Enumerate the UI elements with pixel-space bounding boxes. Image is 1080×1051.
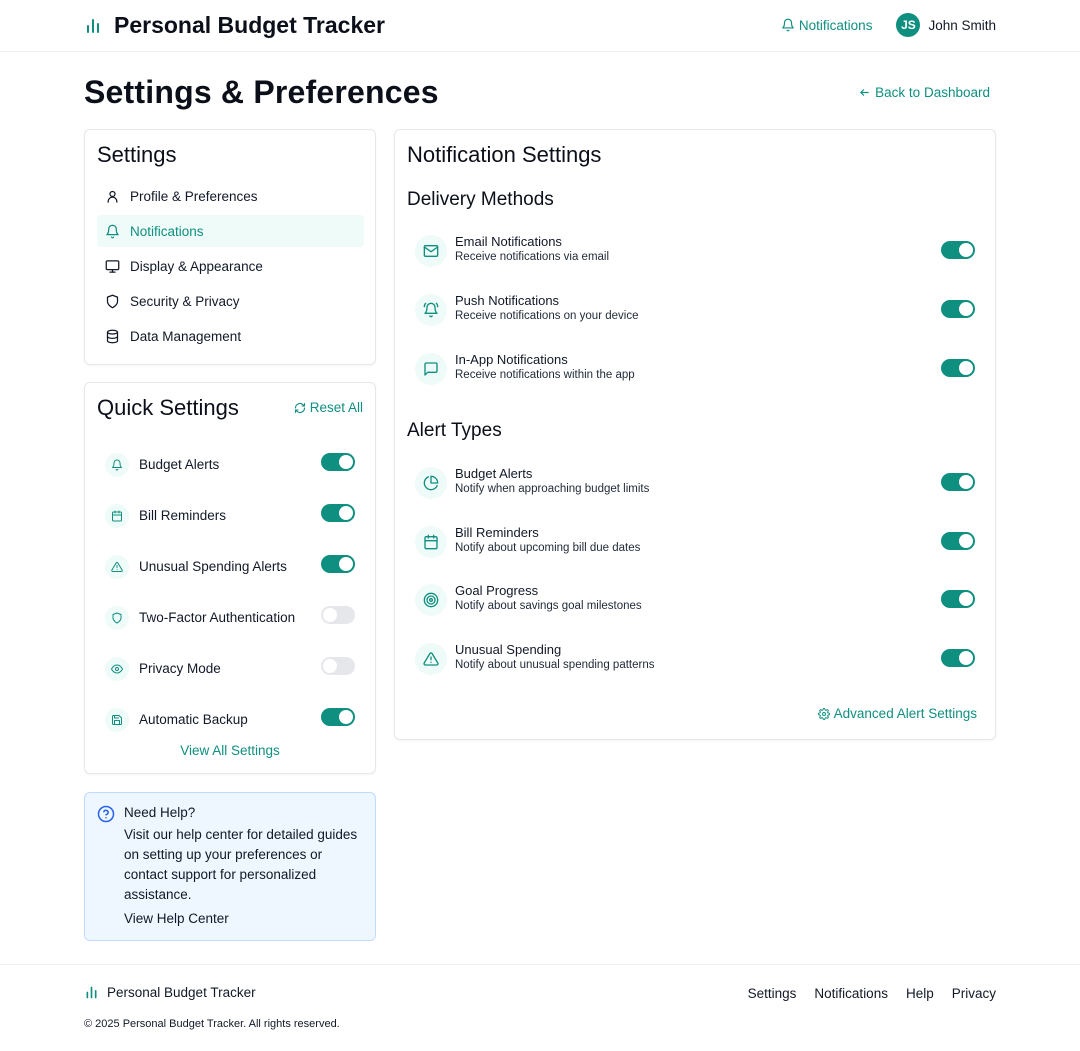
setting-title: Unusual Spending <box>455 642 562 657</box>
footer-link-privacy[interactable]: Privacy <box>951 986 996 1001</box>
user-icon <box>105 189 120 204</box>
bell-ring-icon <box>423 302 439 318</box>
pie-chart-icon <box>423 475 439 491</box>
calendar-icon <box>423 534 439 550</box>
alert-types-heading: Alert Types <box>407 420 502 441</box>
setting-description: Notify about upcoming bill due dates <box>455 542 641 554</box>
quick-setting-row <box>105 439 355 490</box>
automatic-backup-toggle[interactable] <box>321 708 355 726</box>
quick-setting-label: Bill Reminders <box>139 508 227 523</box>
email-notifications-toggle[interactable] <box>941 241 975 259</box>
target-icon <box>423 592 439 608</box>
quick-setting-row <box>105 541 355 592</box>
setting-title: Push Notifications <box>455 293 560 308</box>
bell-icon <box>111 459 123 471</box>
unusual-spending-type-toggle[interactable] <box>941 649 975 667</box>
help-body: Visit our help center for detailed guides on setting up your preferences or contact support for personalized assistance. <box>124 827 358 902</box>
setting-description: Notify about savings goal milestones <box>455 600 642 612</box>
reset-all-label: Reset All <box>309 400 363 415</box>
help-title: Need Help? <box>124 805 196 820</box>
two-factor-toggle[interactable] <box>321 606 355 624</box>
quick-setting-label: Two-Factor Authentication <box>139 610 296 625</box>
calendar-icon <box>111 510 123 522</box>
nav-item-label: Security & Privacy <box>130 293 240 309</box>
reset-all-button[interactable] <box>294 400 363 415</box>
advanced-alert-settings-link[interactable] <box>818 706 977 721</box>
budget-alerts-type-toggle[interactable] <box>941 473 975 491</box>
footer-link-help[interactable]: Help <box>905 986 934 1001</box>
monitor-icon <box>105 259 120 274</box>
notification-settings-card <box>394 129 996 740</box>
bar-chart-icon <box>84 985 99 1000</box>
nav-item-data[interactable] <box>97 320 364 352</box>
budget-alerts-toggle[interactable] <box>321 453 355 471</box>
top-bar <box>0 0 1080 52</box>
advanced-alert-settings-label: Advanced Alert Settings <box>833 706 977 721</box>
setting-description: Notify when approaching budget limits <box>455 483 650 495</box>
setting-title: Bill Reminders <box>455 525 539 540</box>
notifications-label: Notifications <box>798 17 873 33</box>
settings-nav-title: Settings <box>97 142 177 167</box>
arrow-left-icon <box>859 87 870 98</box>
bill-reminders-toggle[interactable] <box>321 504 355 522</box>
view-help-center-link[interactable]: View Help Center <box>124 911 229 926</box>
nav-item-label: Display & Appearance <box>130 258 263 274</box>
quick-setting-label: Unusual Spending Alerts <box>139 559 287 574</box>
setting-description: Receive notifications within the app <box>455 369 635 381</box>
refresh-icon <box>294 402 306 414</box>
eye-icon <box>111 663 123 675</box>
warning-icon <box>111 561 123 573</box>
bill-reminders-type-toggle[interactable] <box>941 532 975 550</box>
app-title: Personal Budget Tracker <box>114 12 385 38</box>
mail-icon <box>423 243 439 259</box>
quick-setting-row <box>105 490 355 541</box>
delivery-row-push <box>415 287 975 333</box>
setting-description: Receive notifications via email <box>455 251 610 263</box>
view-all-settings-link[interactable]: View All Settings <box>180 743 280 758</box>
alert-row-budget <box>415 460 975 506</box>
quick-setting-label: Budget Alerts <box>139 457 220 472</box>
privacy-mode-toggle[interactable] <box>321 657 355 675</box>
nav-item-label: Profile & Preferences <box>130 188 258 204</box>
delivery-methods-heading: Delivery Methods <box>407 189 554 210</box>
quick-setting-label: Privacy Mode <box>139 661 221 676</box>
quick-setting-row <box>105 643 355 694</box>
in-app-notifications-toggle[interactable] <box>941 359 975 377</box>
nav-item-security[interactable] <box>97 285 364 317</box>
gear-icon <box>818 708 830 720</box>
quick-settings-card <box>84 382 376 774</box>
setting-title: Budget Alerts <box>455 466 533 481</box>
quick-setting-label: Automatic Backup <box>139 712 248 727</box>
help-box <box>84 792 376 941</box>
nav-item-notifications[interactable] <box>97 215 364 247</box>
message-icon <box>423 361 439 377</box>
setting-description: Notify about unusual spending patterns <box>455 659 655 671</box>
avatar: JS <box>896 13 920 37</box>
back-link-label: Back to Dashboard <box>875 85 990 100</box>
setting-title: In-App Notifications <box>455 352 568 367</box>
shield-icon <box>111 612 123 624</box>
database-icon <box>105 329 120 344</box>
footer-link-notifications[interactable]: Notifications <box>814 986 888 1001</box>
save-icon <box>111 714 123 726</box>
goal-progress-toggle[interactable] <box>941 590 975 608</box>
nav-item-label: Data Management <box>130 328 242 344</box>
back-to-dashboard-link[interactable] <box>859 85 990 100</box>
footer-link-settings[interactable]: Settings <box>747 986 797 1001</box>
copyright: © 2025 Personal Budget Tracker. All rights reserved. <box>84 1018 340 1030</box>
setting-title: Email Notifications <box>455 234 562 249</box>
quick-setting-row <box>105 592 355 643</box>
setting-title: Goal Progress <box>455 583 539 598</box>
delivery-row-email <box>415 228 975 274</box>
page-title: Settings & Preferences <box>84 74 439 110</box>
alert-row-goals <box>415 577 975 623</box>
bell-icon <box>105 224 120 239</box>
footer <box>0 964 1080 1051</box>
bar-chart-icon <box>84 17 102 35</box>
unusual-spending-toggle[interactable] <box>321 555 355 573</box>
nav-item-label: Notifications <box>130 223 204 239</box>
shield-icon <box>105 294 120 309</box>
notification-settings-title: Notification Settings <box>407 142 602 167</box>
footer-links <box>748 986 996 1001</box>
bell-icon <box>781 18 795 32</box>
quick-setting-row <box>105 694 355 745</box>
footer-brand-name: Personal Budget Tracker <box>107 985 256 1000</box>
warning-icon <box>423 651 439 667</box>
quick-settings-title: Quick Settings <box>97 395 239 420</box>
alert-row-unusual <box>415 636 975 682</box>
nav-item-display[interactable] <box>97 250 364 282</box>
help-circle-icon <box>97 805 115 823</box>
user-menu[interactable] <box>896 13 996 37</box>
footer-brand <box>84 985 256 1000</box>
delivery-row-inapp <box>415 346 975 392</box>
notifications-link[interactable] <box>781 18 873 33</box>
user-name: John Smith <box>928 17 996 33</box>
push-notifications-toggle[interactable] <box>941 300 975 318</box>
setting-description: Receive notifications on your device <box>455 310 639 322</box>
nav-item-profile[interactable] <box>97 180 364 212</box>
alert-row-bills <box>415 519 975 565</box>
settings-nav-card <box>84 129 376 365</box>
brand[interactable] <box>84 12 385 39</box>
